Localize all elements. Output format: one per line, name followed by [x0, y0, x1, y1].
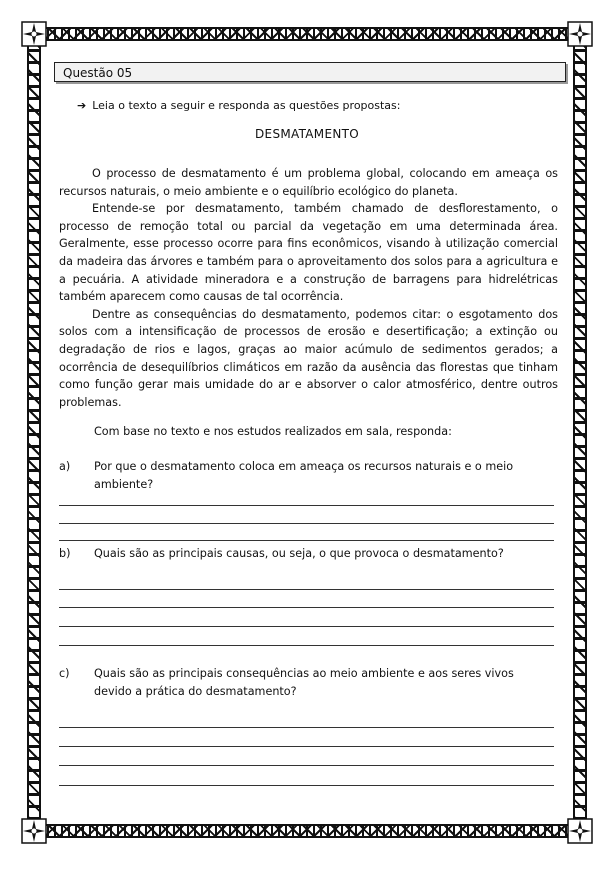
- answer-line[interactable]: [59, 607, 554, 608]
- answer-line[interactable]: [59, 727, 554, 728]
- question-text: Por que o desmatamento coloca em ameaça os recursos naturais e o meio ambiente?: [94, 460, 514, 491]
- page-border-top: [26, 27, 588, 41]
- answer-line[interactable]: [59, 785, 554, 786]
- right-arrow-icon: ➔: [77, 99, 87, 112]
- answer-line[interactable]: [59, 505, 554, 506]
- answer-line[interactable]: [59, 746, 554, 747]
- page-border-left: [27, 40, 41, 824]
- paragraph: O processo de desmatamento é um problema global, colocando em ameaça os recursos naturais, o meio ambiente e o equilíbrio ecológico do planeta.: [59, 167, 558, 198]
- paragraph: Dentre as consequências do desmatamento, podemos citar: o esgotamento dos solos com a intensificação de processos de erosão e desertificação; a extinção ou degradação de rios e lagos, graças ao maior acúmulo de sedimentos gerados; a ocorrência de desequilíbrios climáticos em razão da ausência das florestas que tinham como função gerar mais umidade do ar e absorver o calor atmosférico, dentre outros problemas.: [59, 307, 558, 409]
- page-border-bottom: [26, 824, 588, 838]
- answer-line[interactable]: [59, 626, 554, 627]
- questions-prompt: Com base no texto e nos estudos realizados em sala, responda:: [94, 425, 452, 438]
- question-c: [59, 665, 558, 700]
- answer-line[interactable]: [59, 589, 554, 590]
- question-text: Quais são as principais consequências ao meio ambiente e aos seres vivos devido a prática do desmatamento?: [94, 667, 514, 698]
- instruction: [77, 99, 400, 112]
- answer-line[interactable]: [59, 540, 554, 541]
- page-border-right: [573, 40, 587, 824]
- answer-line[interactable]: [59, 765, 554, 766]
- question-letter: c): [59, 667, 70, 680]
- question-header-label: Questão 05: [63, 66, 133, 80]
- article-body: [59, 165, 558, 411]
- corner-ornament-icon: [567, 818, 593, 844]
- question-b: [59, 545, 558, 563]
- corner-ornament-icon: [21, 21, 47, 47]
- question-a: [59, 458, 558, 493]
- corner-ornament-icon: [567, 21, 593, 47]
- answer-line[interactable]: [59, 523, 554, 524]
- corner-ornament-icon: [21, 818, 47, 844]
- paragraph: Entende-se por desmatamento, também chamado de desflorestamento, o processo de remoção total ou parcial da vegetação em uma determinada área. Geralmente, esse processo ocorre para fins econômicos, visando à utilização comercial da madeira das árvores e também para o aproveitamento dos solos para a agricultura e a pecuária. A atividade mineradora e a construção de barragens para hidrelétricas também aparecem como causas de tal ocorrência.: [59, 202, 558, 304]
- answer-line[interactable]: [59, 645, 554, 646]
- question-letter: b): [59, 547, 71, 560]
- instruction-text: Leia o texto a seguir e responda as questões propostas:: [92, 99, 401, 112]
- question-header: [54, 62, 566, 82]
- question-letter: a): [59, 460, 71, 473]
- question-text: Quais são as principais causas, ou seja, o que provoca o desmatamento?: [94, 547, 504, 560]
- document-title: DESMATAMENTO: [255, 127, 359, 141]
